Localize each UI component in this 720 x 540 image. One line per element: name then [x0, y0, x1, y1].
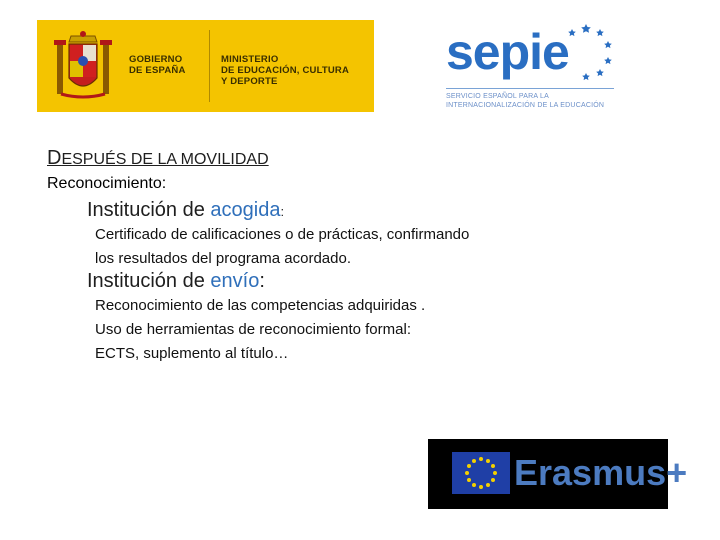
gobierno-label: GOBIERNO DE ESPAÑA [129, 54, 186, 76]
host-institution-heading [87, 199, 284, 222]
gov-divider [209, 30, 210, 102]
sending-prefix: Institución de [87, 270, 211, 292]
sending-line-3: ECTS, suplemento al título… [95, 345, 289, 362]
erasmus-wordmark: Erasmus+ [514, 452, 688, 493]
sepie-subtitle: SERVICIO ESPAÑOL PARA LA INTERNACIONALIZACIÓN DE LA EDUCACIÓN [446, 93, 605, 109]
sending-highlight: envío [210, 270, 260, 292]
host-colon: : [280, 204, 285, 219]
sending-institution-heading [87, 270, 265, 293]
host-highlight: acogida [210, 199, 281, 221]
erasmus-plus-logo [428, 439, 688, 509]
heading-rest: ESPUÉS DE LA MOVILIDAD [61, 151, 269, 168]
sending-institution-description [95, 294, 475, 366]
sepie-divider [446, 88, 614, 89]
eu-flag-icon [452, 452, 510, 494]
heading-initial: D [47, 147, 62, 169]
gobierno-espana-logo [37, 20, 374, 112]
sepie-wordmark: sepie [446, 24, 569, 80]
host-prefix: Institución de [87, 199, 211, 221]
sending-colon: : [259, 270, 265, 292]
section-heading [47, 147, 269, 170]
eu-stars-icon [558, 20, 614, 82]
host-institution-description: Certificado de calificaciones o de prácticas, confirmando los resultados del programa acordado. [95, 226, 470, 267]
sepie-logo [440, 16, 620, 112]
sending-line-1: Reconocimiento de las competencias adquiridas . [95, 297, 426, 314]
sending-line-2: Uso de herramientas de reconocimiento formal: [95, 321, 411, 338]
ministerio-label: MINISTERIO DE EDUCACIÓN, CULTURA Y DEPORTE [221, 54, 350, 87]
recognition-subheading: Reconocimiento: [47, 175, 167, 192]
spain-coat-of-arms-icon [53, 28, 113, 104]
